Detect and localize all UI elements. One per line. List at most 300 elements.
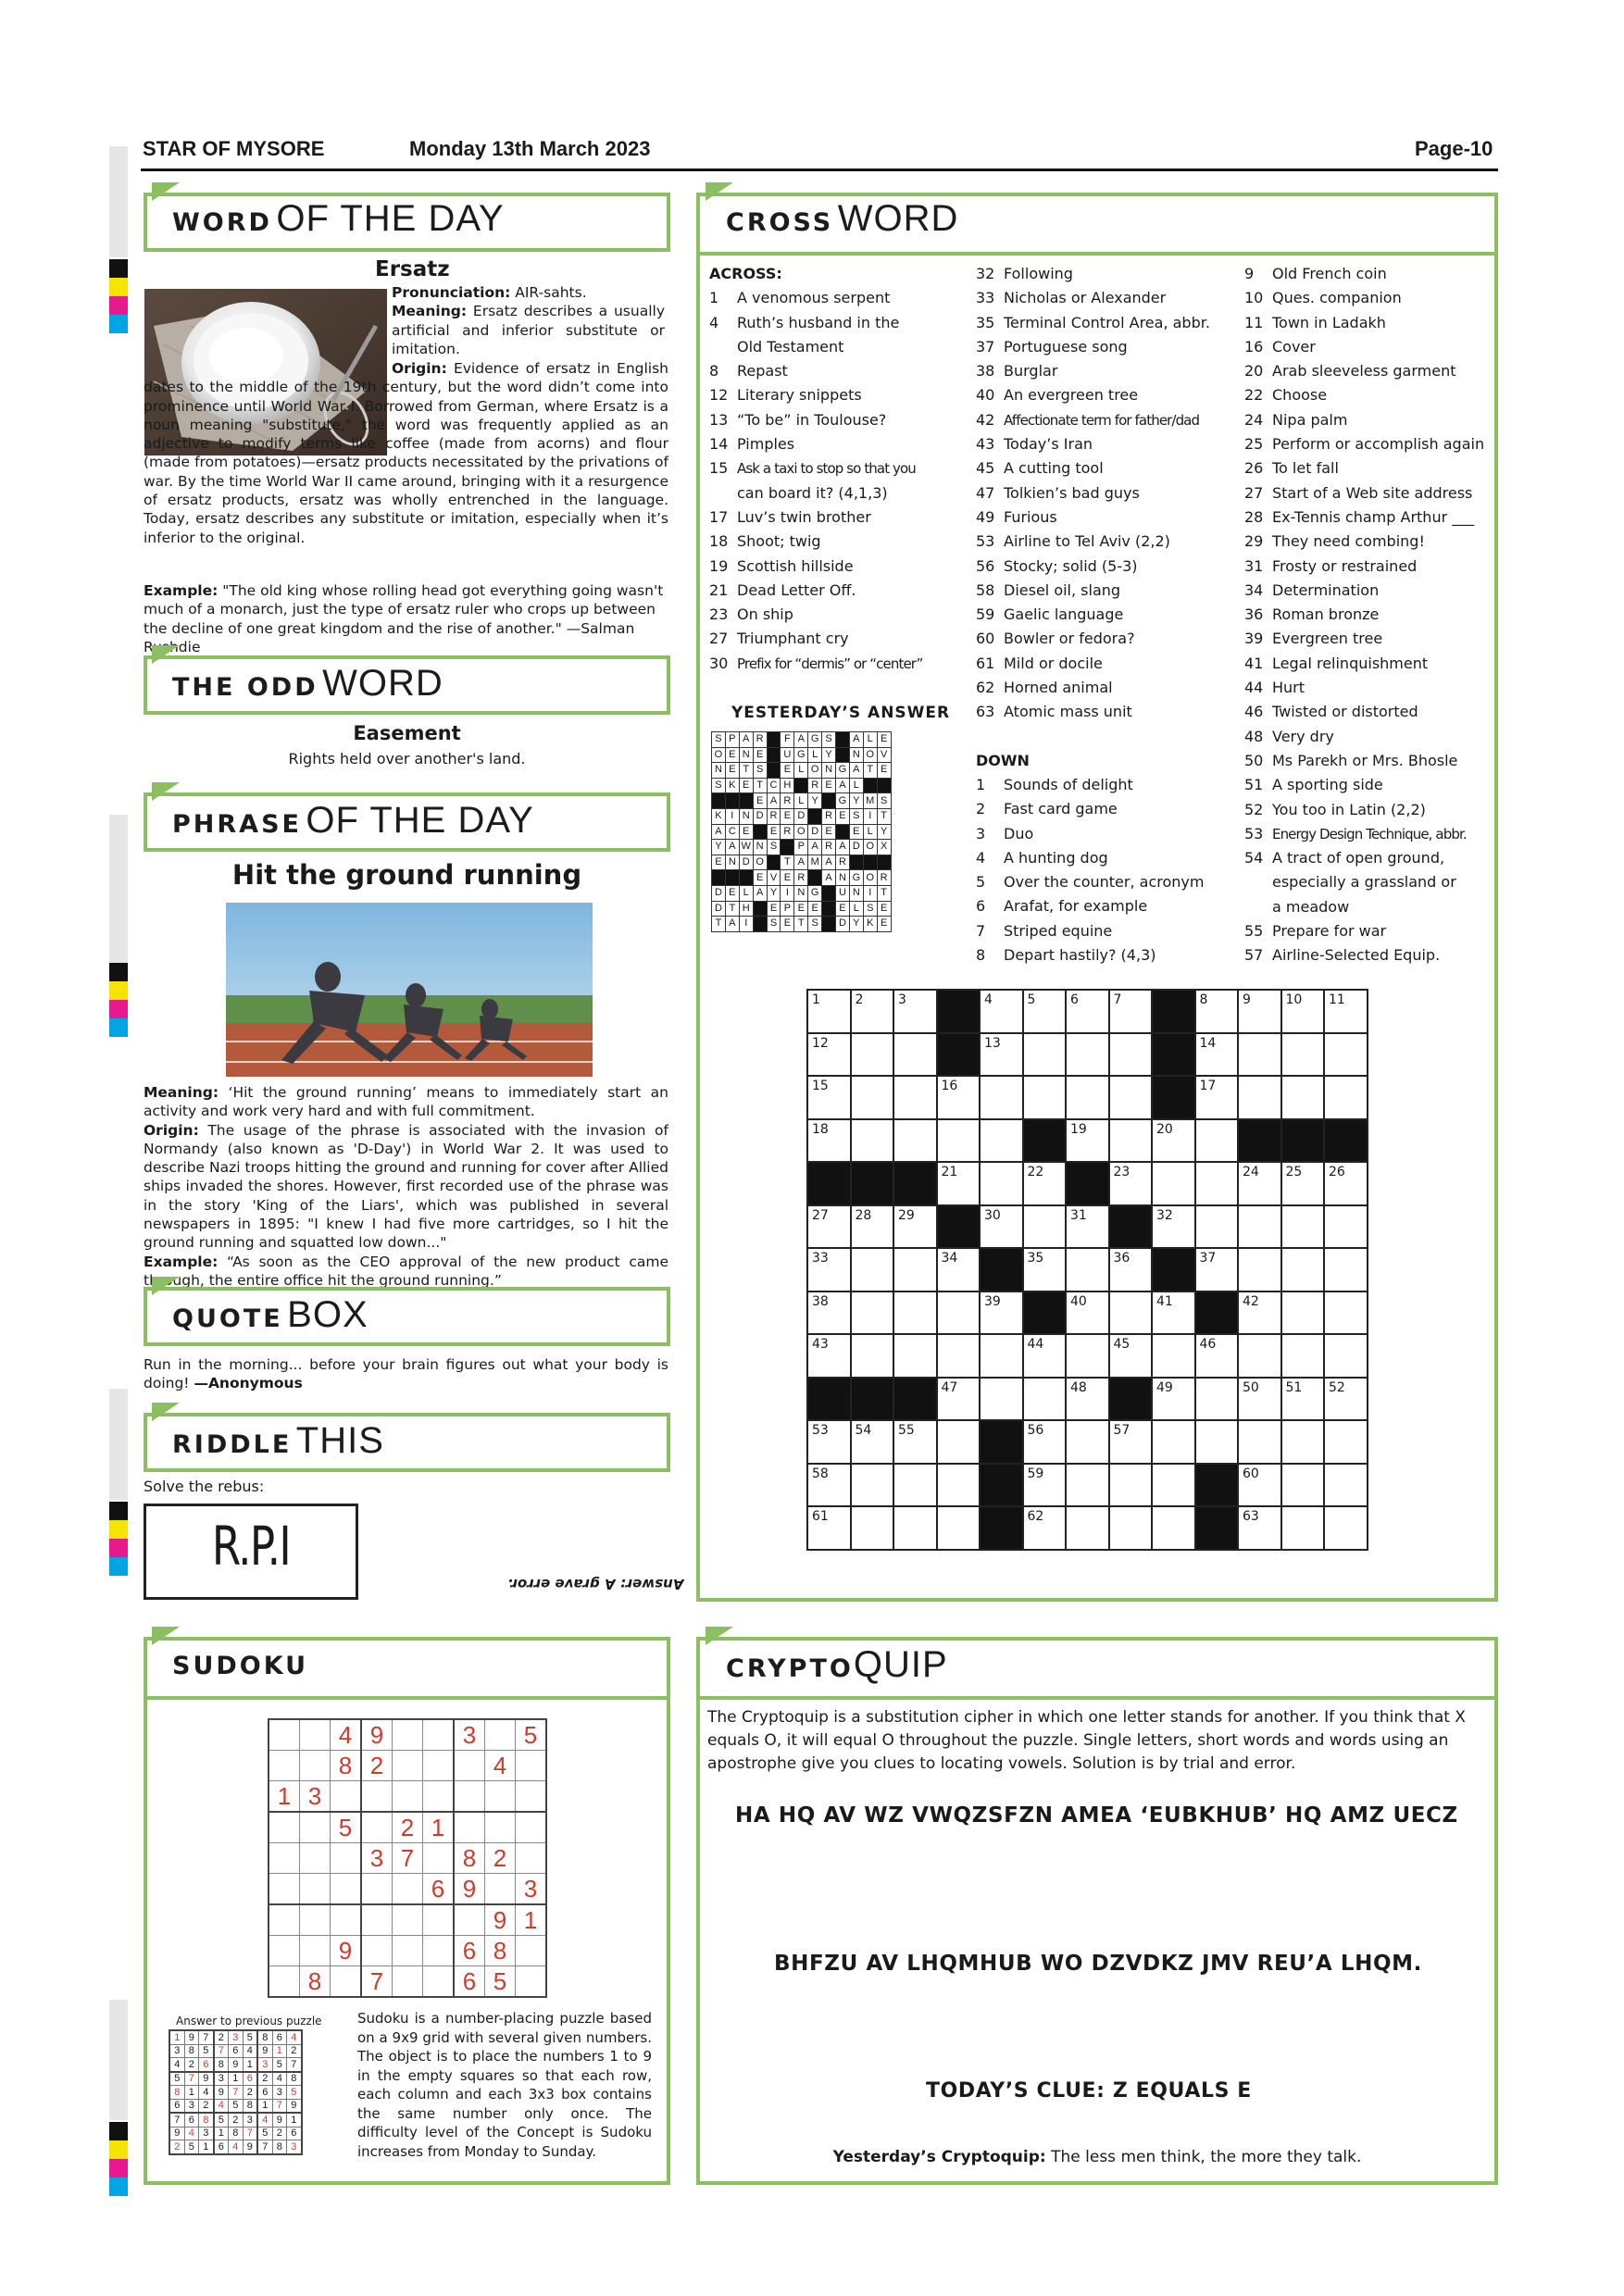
crossword-cell[interactable]	[807, 1292, 851, 1335]
crossword-cell[interactable]	[851, 1248, 894, 1292]
clue-number: 29	[1244, 532, 1264, 551]
sudoku-cell: 6	[229, 2044, 244, 2058]
crossword-cell[interactable]	[1023, 1205, 1067, 1249]
crossword-cell[interactable]	[1324, 1033, 1368, 1077]
cell-number: 24	[1243, 1165, 1259, 1179]
sudoku-cell[interactable]	[331, 1843, 362, 1874]
crossword-cell[interactable]	[807, 1119, 851, 1163]
cell-number: 22	[1027, 1165, 1044, 1179]
clue-text: Affectionate term for father/dad	[1004, 411, 1200, 429]
cell-number: 37	[1199, 1251, 1217, 1266]
sudoku-cell[interactable]	[423, 1936, 455, 1966]
clue-number	[1244, 895, 1272, 919]
sudoku-cell[interactable]	[361, 1812, 393, 1843]
cell-number: 36	[1113, 1251, 1131, 1266]
crossword-cell[interactable]	[937, 1420, 981, 1464]
sudoku-cell[interactable]	[423, 1751, 455, 1781]
crossword-cell[interactable]	[1281, 1420, 1325, 1464]
sudoku-cell[interactable]	[423, 1966, 455, 1998]
crossword-cell[interactable]	[807, 1334, 851, 1378]
crossword-cell[interactable]	[851, 1506, 894, 1550]
crossword-cell[interactable]	[893, 1033, 937, 1077]
clue-item	[1244, 700, 1484, 724]
crossword-cell[interactable]	[851, 1292, 894, 1335]
crossword-cell[interactable]	[1195, 1162, 1239, 1205]
crossword-cell[interactable]	[807, 1506, 851, 1550]
crossword-cell[interactable]	[1109, 1119, 1153, 1163]
sudoku-cell: 4	[214, 2099, 229, 2113]
sudoku-cell[interactable]	[331, 1781, 362, 1813]
crossword-cell[interactable]	[807, 1076, 851, 1119]
sudoku-cell[interactable]	[300, 1719, 331, 1751]
cell-number: 20	[1156, 1121, 1173, 1137]
sudoku-cell[interactable]	[393, 1874, 423, 1905]
crossword-cell[interactable]	[1152, 1119, 1195, 1163]
answer-cell: R	[822, 808, 836, 824]
clue-text: Ruth’s husband in the	[737, 313, 900, 331]
clue-text: Very dry	[1272, 727, 1334, 745]
crossword-cell[interactable]	[980, 990, 1023, 1033]
sudoku-cell[interactable]	[454, 1904, 485, 1936]
crossword-cell[interactable]	[1195, 1119, 1239, 1163]
crossword-cell[interactable]	[1152, 1162, 1195, 1205]
crossword-cell[interactable]	[980, 1292, 1023, 1335]
sudoku-cell[interactable]	[516, 1843, 547, 1874]
crossword-cell[interactable]	[1066, 1119, 1109, 1163]
crossword-cell[interactable]	[1238, 990, 1281, 1033]
crossword-cell[interactable]	[937, 1378, 981, 1421]
crossword-cell[interactable]	[1238, 1420, 1281, 1464]
sudoku-cell: 8	[257, 2030, 272, 2044]
crossword-cell[interactable]	[1281, 1248, 1325, 1292]
clue-text: Literary snippets	[737, 386, 862, 405]
crossword-cell[interactable]	[1324, 1292, 1368, 1335]
answer-cell: H	[781, 778, 794, 793]
clue-number: 15	[709, 459, 729, 478]
quote-body: Run in the morning... before your brain figures out what your body is doing!	[144, 1356, 668, 1392]
cell-number: 27	[812, 1207, 829, 1223]
swatch-black	[109, 2122, 128, 2140]
sudoku-cell[interactable]	[516, 1936, 547, 1966]
clue-item	[976, 335, 1210, 359]
answer-cell: L	[794, 793, 808, 809]
clue-item	[976, 627, 1210, 651]
crossword-cell[interactable]	[1066, 1506, 1109, 1550]
sudoku-cell[interactable]	[393, 1719, 423, 1751]
crossword-cell[interactable]	[1066, 990, 1109, 1033]
crossword-cell[interactable]	[1238, 1205, 1281, 1249]
crossword-cell[interactable]	[807, 1464, 851, 1507]
crossword-cell[interactable]	[1238, 1248, 1281, 1292]
crossword-cell[interactable]	[1195, 990, 1239, 1033]
crossword-cell[interactable]	[937, 1076, 981, 1119]
sudoku-cell: 3	[272, 2086, 287, 2100]
crossword-cell[interactable]	[807, 1033, 851, 1077]
sudoku-cell[interactable]	[485, 1719, 516, 1751]
crossword-cell[interactable]	[937, 1464, 981, 1507]
crossword-cell[interactable]	[851, 1076, 894, 1119]
word-of-day-title	[172, 198, 505, 240]
sudoku-cell: 5	[331, 1812, 362, 1843]
sudoku-cell[interactable]	[423, 1843, 455, 1874]
answer-cell: A	[822, 855, 836, 870]
clue-item	[709, 530, 923, 554]
answer-cell: S	[767, 840, 781, 855]
sudoku-cell[interactable]	[331, 1874, 362, 1905]
clue-item	[709, 432, 923, 456]
clue-number: 35	[976, 313, 995, 331]
crossword-cell[interactable]	[1324, 1334, 1368, 1378]
cell-number: 13	[984, 1035, 1001, 1051]
crossword-cell[interactable]	[980, 1033, 1023, 1077]
clue-item	[709, 311, 923, 335]
crossword-cell[interactable]	[1238, 1076, 1281, 1119]
sudoku-cell[interactable]	[361, 1904, 393, 1936]
crossword-cell[interactable]	[1066, 1205, 1109, 1249]
sudoku-cell[interactable]	[393, 1781, 423, 1813]
crossword-cell[interactable]	[1238, 1292, 1281, 1335]
clue-number: 25	[1244, 435, 1264, 454]
sudoku-cell[interactable]	[300, 1874, 331, 1905]
example-text: "The old king whose rolling head got everything going wasn't much of a monarch, just the type of ersatz ruler who crops up between the decline of one great kingdom and the rise of another." —Salman Rushdie	[144, 582, 664, 655]
crossword-cell[interactable]	[1023, 1378, 1067, 1421]
sudoku-cell[interactable]	[393, 1966, 423, 1998]
crossword-cell[interactable]	[1324, 1162, 1368, 1205]
sudoku-cell[interactable]	[485, 1874, 516, 1905]
sudoku-cell: 6	[287, 2127, 302, 2140]
crossword-cell[interactable]	[1023, 1464, 1067, 1507]
crossword-cell[interactable]	[893, 1506, 937, 1550]
crossword-cell[interactable]	[1023, 1162, 1067, 1205]
clue-item	[976, 262, 1210, 286]
sudoku-cell[interactable]	[300, 1936, 331, 1966]
sudoku-cell: 7	[272, 2099, 287, 2113]
answer-cell: E	[725, 763, 739, 779]
sudoku-cell[interactable]	[393, 1751, 423, 1781]
crossword-cell[interactable]	[893, 1248, 937, 1292]
crossword-cell[interactable]	[1066, 1378, 1109, 1421]
crossword-cell[interactable]	[807, 990, 851, 1033]
clue-number: 18	[709, 532, 729, 551]
crossword-cell[interactable]	[1109, 990, 1153, 1033]
crossword-cell[interactable]	[1066, 1420, 1109, 1464]
crossword-cell[interactable]	[937, 1506, 981, 1550]
crossword-cell[interactable]	[1152, 1292, 1195, 1335]
crossword-cell[interactable]	[851, 1119, 894, 1163]
answer-cell: N	[739, 808, 753, 824]
answer-cell: A	[849, 732, 863, 748]
crossword-cell[interactable]	[807, 1420, 851, 1464]
crossword-cell[interactable]	[980, 1162, 1023, 1205]
sudoku-cell[interactable]	[516, 1966, 547, 1998]
sudoku-cell: 1	[257, 2099, 272, 2113]
black-cell	[767, 747, 781, 763]
sudoku-cell: 3	[243, 2113, 257, 2127]
crossword-cell[interactable]	[980, 1076, 1023, 1119]
crossword-cell[interactable]	[1023, 1033, 1067, 1077]
registration-bar	[109, 2000, 128, 2120]
crossword-cell[interactable]	[980, 1205, 1023, 1249]
crossword-cell[interactable]	[1281, 1162, 1325, 1205]
sudoku-cell[interactable]	[516, 1812, 547, 1843]
sudoku-cell: 2	[184, 2058, 199, 2072]
sudoku-cell: 4	[199, 2086, 214, 2100]
sudoku-cell[interactable]	[300, 1904, 331, 1936]
crossword-cell[interactable]	[1281, 1464, 1325, 1507]
answer-cell: R	[767, 808, 781, 824]
crossword-cell[interactable]	[893, 1119, 937, 1163]
sudoku-cell[interactable]	[269, 1719, 300, 1751]
crossword-cell[interactable]	[937, 1292, 981, 1335]
answer-cell: E	[767, 901, 781, 917]
sudoku-cell[interactable]	[300, 1812, 331, 1843]
cell-number: 32	[1156, 1207, 1173, 1223]
answer-cell: W	[739, 840, 753, 855]
crossword-cell[interactable]	[1023, 990, 1067, 1033]
sudoku-cell[interactable]	[423, 1904, 455, 1936]
crossword-cell[interactable]	[1195, 1076, 1239, 1119]
crossword-cell[interactable]	[1109, 1334, 1153, 1378]
crossword-cell[interactable]	[1023, 1420, 1067, 1464]
crossword-cell[interactable]	[1195, 1205, 1239, 1249]
crossword-cell[interactable]	[1281, 1033, 1325, 1077]
crossword-cell[interactable]	[851, 1033, 894, 1077]
crossword-cell[interactable]	[1324, 1076, 1368, 1119]
clue-item	[976, 919, 1210, 943]
crossword-cell[interactable]	[1023, 1248, 1067, 1292]
crossword-cell[interactable]	[1066, 1076, 1109, 1119]
sudoku-cell[interactable]	[361, 1781, 393, 1813]
clue-number: 1	[976, 775, 986, 793]
sudoku-cell[interactable]	[454, 1751, 485, 1781]
crossword-cell[interactable]	[851, 1205, 894, 1249]
crossword-cell[interactable]	[1152, 1464, 1195, 1507]
sudoku-cell[interactable]	[269, 1812, 300, 1843]
crossword-cell[interactable]	[1109, 1162, 1153, 1205]
sudoku-cell[interactable]	[300, 1751, 331, 1781]
clue-number: 27	[1244, 483, 1264, 502]
crossword-cell[interactable]	[1109, 1248, 1153, 1292]
answer-cell: N	[712, 763, 726, 779]
crossword-cell[interactable]	[1238, 1033, 1281, 1077]
sudoku-cell[interactable]	[269, 1843, 300, 1874]
sudoku-cell: 9	[485, 1904, 516, 1936]
clue-number: 45	[976, 459, 995, 478]
crossword-cell[interactable]	[1281, 1292, 1325, 1335]
crossword-cell[interactable]	[1324, 990, 1368, 1033]
clue-item	[1244, 943, 1484, 967]
crossword-cell[interactable]	[893, 1205, 937, 1249]
crossword-cell[interactable]	[1324, 1420, 1368, 1464]
answer-cell: L	[849, 901, 863, 917]
answer-cell: A	[794, 732, 808, 748]
sudoku-cell[interactable]	[269, 1966, 300, 1998]
crossword-cell[interactable]	[1324, 1378, 1368, 1421]
sudoku-cell[interactable]	[300, 1843, 331, 1874]
crossword-cell[interactable]	[851, 1334, 894, 1378]
crossword-cell[interactable]	[937, 1119, 981, 1163]
clue-item	[976, 773, 1210, 797]
crossword-cell[interactable]	[1238, 1334, 1281, 1378]
crossword-cell[interactable]	[807, 1205, 851, 1249]
crossword-cell[interactable]	[1066, 1334, 1109, 1378]
swatch-cyan	[109, 1018, 128, 1037]
sudoku-cell: 7	[243, 2127, 257, 2140]
crossword-cell[interactable]	[1109, 1464, 1153, 1507]
answer-cell: O	[712, 747, 726, 763]
sudoku-cell: 9	[454, 1874, 485, 1905]
crossword-cell[interactable]	[1152, 1506, 1195, 1550]
crossword-cell[interactable]	[937, 1162, 981, 1205]
crossword-cell[interactable]	[1195, 1420, 1239, 1464]
clue-number: 56	[976, 556, 995, 575]
crossword-cell[interactable]	[893, 1334, 937, 1378]
crossword-cell[interactable]	[1281, 1378, 1325, 1421]
sudoku-cell[interactable]	[269, 1904, 300, 1936]
sudoku-cell[interactable]	[269, 1751, 300, 1781]
crossword-cell[interactable]	[851, 1464, 894, 1507]
sudoku-cell: 1	[516, 1904, 547, 1936]
clue-text: Roman bronze	[1272, 605, 1380, 624]
crossword-cell[interactable]	[937, 1248, 981, 1292]
crossword-cell[interactable]	[1195, 1378, 1239, 1421]
crossword-cell[interactable]	[893, 1292, 937, 1335]
crossword-cell[interactable]	[1109, 1292, 1153, 1335]
crossword-cell[interactable]	[1324, 1506, 1368, 1550]
clue-text: Determination	[1272, 580, 1380, 599]
title-big: OF THE DAY	[276, 198, 505, 239]
crossword-cell[interactable]	[1324, 1464, 1368, 1507]
sudoku-cell[interactable]	[393, 1936, 423, 1966]
crossword-cell[interactable]	[1152, 1334, 1195, 1378]
sudoku-cell[interactable]	[423, 1719, 455, 1751]
crossword-cell[interactable]	[1109, 1033, 1153, 1077]
clue-item	[1244, 432, 1484, 456]
clue-number: 23	[709, 605, 729, 624]
crossword-cell[interactable]	[1238, 1162, 1281, 1205]
quote-title	[172, 1294, 369, 1336]
clue-number: 46	[1244, 703, 1264, 721]
clue-text: a meadow	[1272, 897, 1350, 916]
clue-item	[1244, 676, 1484, 700]
crossword-cell[interactable]	[893, 1076, 937, 1119]
sudoku-cell: 7	[214, 2044, 229, 2058]
sudoku-cell: 2	[199, 2099, 214, 2113]
black-cell	[893, 1378, 937, 1421]
sudoku-cell[interactable]	[485, 1812, 516, 1843]
sudoku-cell[interactable]	[331, 1904, 362, 1936]
sudoku-header-rule	[144, 1696, 670, 1700]
sudoku-cell[interactable]	[269, 1874, 300, 1905]
crossword-cell[interactable]	[1109, 1076, 1153, 1119]
crossword-cell[interactable]	[1281, 1334, 1325, 1378]
black-cell	[808, 808, 822, 824]
crossword-cell[interactable]	[1109, 1420, 1153, 1464]
sudoku-cell[interactable]	[331, 1966, 362, 1998]
crossword-cell[interactable]	[980, 1378, 1023, 1421]
crossword-cell[interactable]	[1281, 990, 1325, 1033]
crossword-cell[interactable]	[1152, 1378, 1195, 1421]
sudoku-cell[interactable]	[361, 1874, 393, 1905]
crossword-cell[interactable]	[851, 1420, 894, 1464]
crossword-cell[interactable]	[1238, 1464, 1281, 1507]
answer-cell: E	[725, 885, 739, 901]
cell-number: 50	[1243, 1379, 1259, 1395]
word-origin	[144, 359, 668, 547]
crossword-cell[interactable]	[1152, 1205, 1195, 1249]
clue-number: 43	[976, 435, 995, 454]
clue-number: 16	[1244, 337, 1264, 356]
title-small: WORD	[172, 208, 272, 237]
title-big: WORD	[322, 663, 443, 704]
crossword-cell[interactable]	[807, 1248, 851, 1292]
crossword-cell[interactable]	[1238, 1378, 1281, 1421]
crossword-cell[interactable]	[1152, 1420, 1195, 1464]
sudoku-cell[interactable]	[393, 1904, 423, 1936]
crossword-cell[interactable]	[1066, 1033, 1109, 1077]
down-clues-col3	[1244, 262, 1484, 968]
crossword-cell[interactable]	[1238, 1506, 1281, 1550]
crossword-cell[interactable]	[980, 1334, 1023, 1378]
sudoku-cell[interactable]	[485, 1781, 516, 1813]
crossword-cell[interactable]	[1195, 1033, 1239, 1077]
crossword-cell[interactable]	[1023, 1334, 1067, 1378]
black-cell	[937, 1033, 981, 1077]
cell-number: 39	[984, 1293, 1001, 1309]
black-cell	[863, 855, 877, 870]
crossword-cell[interactable]	[937, 1334, 981, 1378]
answer-cell: L	[739, 885, 753, 901]
crossword-cell[interactable]	[893, 1464, 937, 1507]
clue-text: Hurt	[1272, 679, 1305, 697]
sudoku-cell[interactable]	[516, 1781, 547, 1813]
clue-text: Fast card game	[1004, 800, 1118, 818]
crossword-cell[interactable]	[851, 990, 894, 1033]
crossword-cell[interactable]	[1066, 1248, 1109, 1292]
answer-cell: E	[712, 855, 726, 870]
crossword-cell[interactable]	[1324, 1205, 1368, 1249]
sudoku-cell[interactable]	[454, 1812, 485, 1843]
sudoku-cell[interactable]	[269, 1936, 300, 1966]
crossword-cell[interactable]	[1023, 1076, 1067, 1119]
crossword-cell[interactable]	[1324, 1248, 1368, 1292]
crossword-cell[interactable]	[1109, 1506, 1153, 1550]
crossword-cell[interactable]	[1281, 1506, 1325, 1550]
crossword-cell[interactable]	[1066, 1292, 1109, 1335]
crossword-cell[interactable]	[1281, 1076, 1325, 1119]
answer-cell: P	[781, 901, 794, 917]
clue-item	[976, 481, 1210, 505]
cell-number: 30	[984, 1207, 1001, 1223]
crossword-cell[interactable]	[1195, 1334, 1239, 1378]
sudoku-cell[interactable]	[516, 1751, 547, 1781]
clue-text: Repast	[737, 362, 788, 381]
black-cell	[1152, 1248, 1195, 1292]
sudoku-cell[interactable]	[454, 1781, 485, 1813]
crossword-cell[interactable]	[980, 1119, 1023, 1163]
clue-item	[976, 894, 1210, 918]
crossword-cell[interactable]	[1023, 1506, 1067, 1550]
crossword-cell[interactable]	[1281, 1205, 1325, 1249]
clue-number: 37	[976, 337, 995, 356]
crossword-cell[interactable]	[1066, 1464, 1109, 1507]
crossword-cell[interactable]	[893, 990, 937, 1033]
cryptoquip-line2: BHFZU AV LHQMHUB WO DZVDKZ JMV REU’A LHQM.	[774, 1952, 1422, 1976]
crossword-cell[interactable]	[893, 1420, 937, 1464]
crossword-cell[interactable]	[1195, 1248, 1239, 1292]
sudoku-cell[interactable]	[361, 1936, 393, 1966]
sudoku-cell[interactable]	[423, 1781, 455, 1813]
